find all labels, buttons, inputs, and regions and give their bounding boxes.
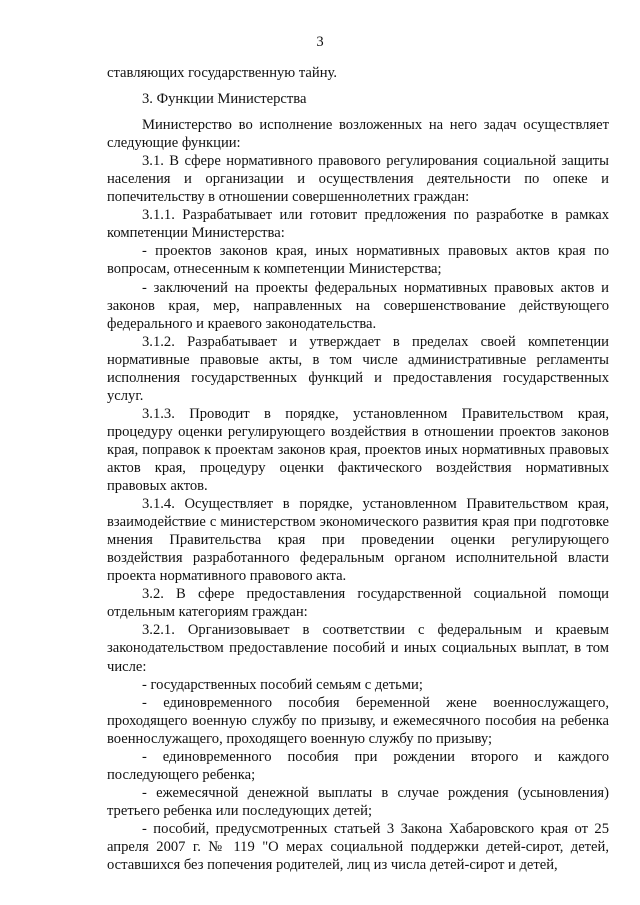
clause-3-1: 3.1. В сфере нормативного правового регулирования социальной защиты населения и организации и осуществления деятельности по опеке и попечительству в отношении совершеннолетних граждан: [107,153,609,206]
list-item: - пособий, предусмотренных статьей 3 Закона Хабаровского края от 25 апреля 2007 г. № 119 "О мерах социальной поддержки детей-сирот, детей, оставшихся без попечения родителей, лиц из числа детей-сирот и детей, [107,820,609,874]
clause-3-1-1: 3.1.1. Разрабатывает или готовит предложения по разработке в рамках компетенции Министерства: [107,207,609,242]
paragraph: Министерство во исполнение возложенных на него задач осуществляет следующие функции: [107,117,609,152]
clause-3-1-2: 3.1.2. Разрабатывает и утверждает в пределах своей компетенции нормативные правовые акты, в том числе административные регламенты исполнения государственных функций и предоставления государственных услуг. [107,333,609,404]
list-item: - государственных пособий семьям с детьми; [142,676,423,693]
clause-3-2: 3.2. В сфере предоставления государственной социальной помощи отдельным категориям граждан: [107,586,609,621]
clause-3-2-1: 3.2.1. Организовывает в соответствии с федеральным и краевым законодательством предоставление пособий и иных социальных выплат, в том числе: [107,622,609,675]
list-item: - единовременного пособия беременной жене военнослужащего, проходящего военную службу по призыву, и ежемесячного пособия на ребенка военнослужащего, проходящего военную службу по призыву; [107,694,609,747]
list-item: - заключений на проекты федеральных нормативных правовых актов и законов края, мер, направленных на совершенствование действующего федерального и краевого законодательства. [107,279,609,332]
list-item: - ежемесячной денежной выплаты в случае рождения (усыновления) третьего ребенка или последующих детей; [107,784,609,819]
paragraph-continuation: ставляющих государственную тайну. [107,65,337,81]
list-item: - единовременного пособия при рождении второго и каждого последующего ребенка; [107,748,609,783]
list-item: - проектов законов края, иных нормативных правовых актов края по вопросам, отнесенным к компетенции Министерства; [107,243,609,278]
page-number: 3 [316,34,324,50]
clause-3-1-3: 3.1.3. Проводит в порядке, установленном Правительством края, процедуру оценки регулирующего воздействия в отношении проектов законов края, поправок к проектам законов края, проектов иных нормативных правовых актов края, процедуру оценки фактического воздействия нормативных правовых актов. [107,405,609,495]
section-heading: 3. Функции Министерства [142,91,307,108]
document-body [107,64,609,874]
clause-3-1-4: 3.1.4. Осуществляет в порядке, установленном Правительством края, взаимодействие с министерством экономического развития края при подготовке мнения Правительства края при проведении оценки регулирующего воздействия разработанного федеральным органом исполнительной власти проекта нормативного правового акта. [107,496,609,585]
